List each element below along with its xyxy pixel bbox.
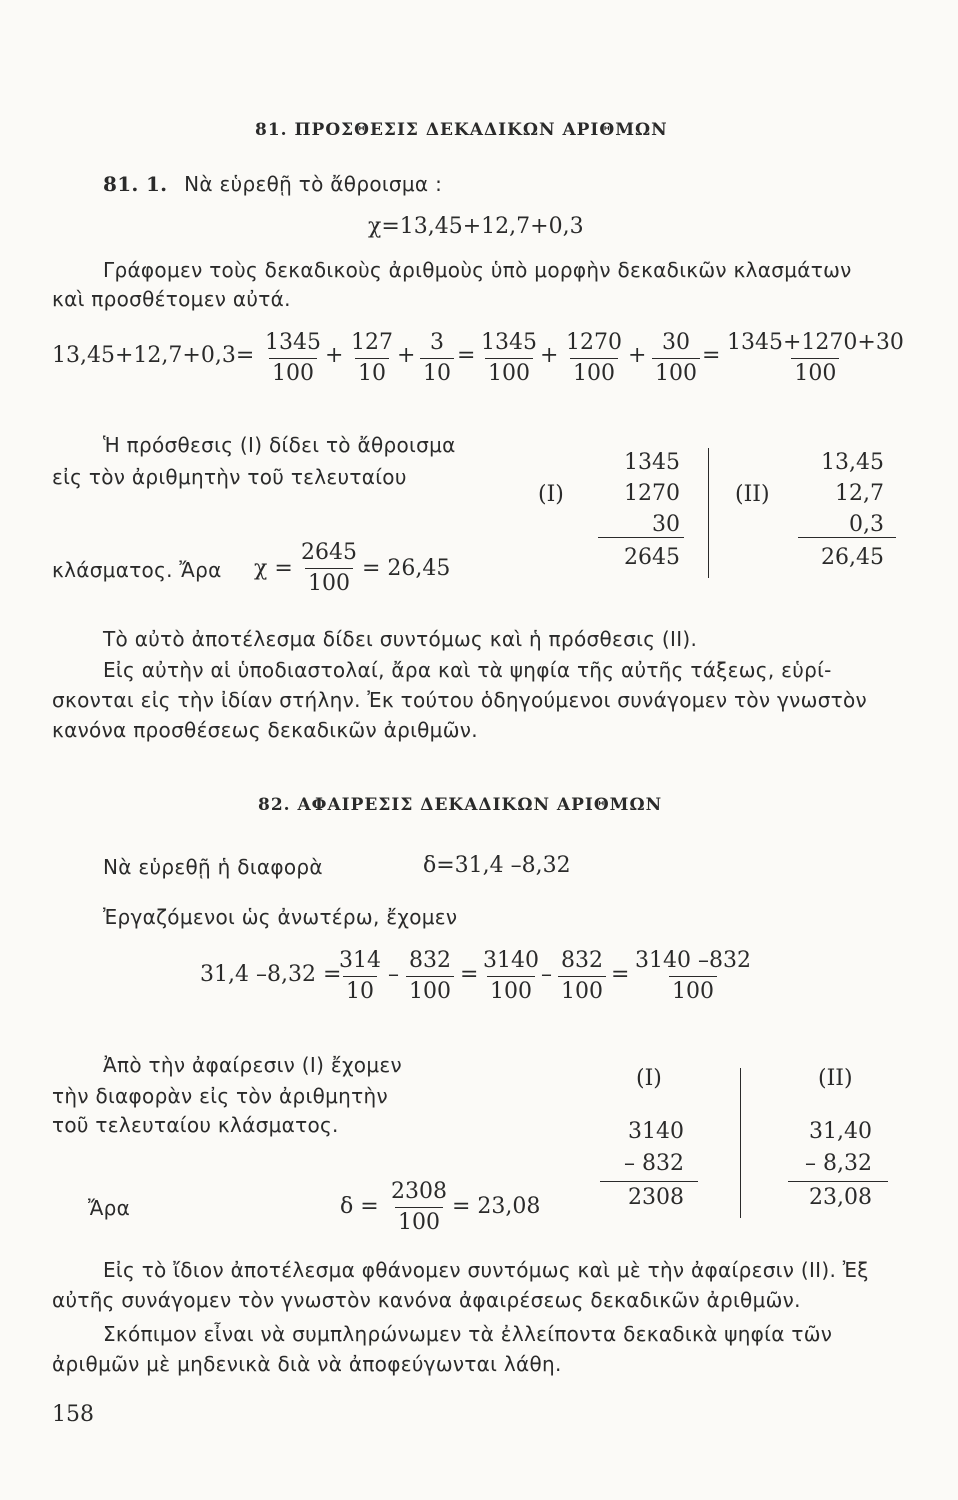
para3-82-line1: Σκόπιμον εἶναι νὰ συμπληρώνωμεν τὰ ἐλλείποντα δεκαδικὰ ψηφία τῶν xyxy=(103,1322,833,1346)
para1-line2: καὶ προσθέτομεν αὐτά. xyxy=(52,287,291,311)
difference-rule xyxy=(788,1181,888,1182)
result-rhs: = 26,45 xyxy=(362,556,451,581)
sum-equation: χ=13,45+12,7+0,3 xyxy=(368,214,584,239)
result-rhs: = 23,08 xyxy=(452,1194,541,1219)
plus-sign: + xyxy=(628,343,647,368)
equals-sign: = xyxy=(702,343,721,368)
column-label-II: (II) xyxy=(818,1066,853,1091)
explain-82-line1: Ἀπὸ τὴν ἀφαίρεσιν (I) ἔχομεν xyxy=(103,1053,402,1077)
sum-rule xyxy=(798,537,896,538)
problem-text: Νὰ εὑρεθῇ τὸ ἄθροισμα : xyxy=(184,172,443,196)
addition-column-II: 13,45 12,7 0,3 26,45 xyxy=(821,450,884,570)
minus-sign: – xyxy=(541,962,552,987)
para2-82-line2: αὐτῆς συνάγομεν τὸν γνωστὸν κανόνα ἀφαιρέσεως δεκαδικῶν ἀριθμῶν. xyxy=(52,1288,801,1312)
result-fraction: $\frac{2645}{100}$ xyxy=(298,538,360,599)
difference-rule xyxy=(600,1181,698,1182)
subtraction-column-II: 31,40 – 8,32 23,08 xyxy=(805,1119,872,1210)
para2-81-line2: Εἰς αὐτὴν αἱ ὑποδιαστολαί, ἄρα καὶ τὰ ψηφία τῆς αὐτῆς τάξεως, εὑρί- xyxy=(103,658,832,682)
plus-sign: + xyxy=(540,343,559,368)
fraction: $\frac{832}{100}$ xyxy=(406,946,454,1007)
para2-81-line3: σκονται εἰς τὴν ἰδίαν στήλην. Ἐκ τούτου ὁδηγούμενοι συνάγομεν τὸν γνωστὸν xyxy=(52,688,868,712)
fraction: $\frac{1345+1270+30}{100}$ xyxy=(724,328,907,389)
equals-sign: = xyxy=(457,343,476,368)
problem-82-text: Νὰ εὑρεθῇ ἡ διαφορὰ xyxy=(103,855,323,879)
plus-sign: + xyxy=(397,343,416,368)
result-fraction: $\frac{2308}{100}$ xyxy=(388,1177,450,1238)
result-lhs: χ = xyxy=(254,556,293,581)
fraction: $\frac{314}{10}$ xyxy=(336,946,384,1007)
plus-sign: + xyxy=(325,343,344,368)
addition-column-I: 1345 1270 30 2645 xyxy=(624,450,680,570)
result-lhs: δ = xyxy=(340,1194,379,1219)
equals-sign: = xyxy=(460,962,479,987)
explain-81-line3: κλάσματος. Ἄρα xyxy=(52,558,222,582)
minus-sign: – xyxy=(388,962,399,987)
section-82-heading: 82. ΑΦΑΙΡΕΣΙΣ ΔΕΚΑΔΙΚΩΝ ΑΡΙΘΜΩΝ xyxy=(258,795,663,815)
work-text: Ἐργαζόμενοι ὡς ἀνωτέρω, ἔχομεν xyxy=(103,905,458,929)
para3-82-line2: ἀριθμῶν μὲ μηδενικὰ διὰ νὰ ἀποφεύγωνται λάθη. xyxy=(52,1352,562,1376)
explain-82-line2: τὴν διαφορὰν εἰς τὸν ἀριθμητὴν xyxy=(52,1084,388,1108)
para1-line1: Γράφομεν τοὺς δεκαδικοὺς ἀριθμοὺς ὑπὸ μορφὴν δεκαδικῶν κλασμάτων xyxy=(103,258,852,282)
fraction: $\frac{3}{10}$ xyxy=(420,328,454,389)
para2-82-line1: Εἰς τὸ ἴδιον ἀποτέλεσμα φθάνομεν συντόμως καὶ μὲ τὴν ἀφαίρεσιν (II). Ἐξ xyxy=(103,1258,869,1282)
fraction: $\frac{127}{10}$ xyxy=(348,328,396,389)
subtraction-column-I: 3140 – 832 2308 xyxy=(624,1119,684,1210)
fraction: $\frac{30}{100}$ xyxy=(652,328,700,389)
equals-sign: = xyxy=(611,962,630,987)
section-81-heading: 81. ΠΡΟΣΘΕΣΙΣ ΔΕΚΑΔΙΚΩΝ ΑΡΙΘΜΩΝ xyxy=(255,120,668,140)
column-divider xyxy=(708,448,709,578)
para2-81-line4: κανόνα προσθέσεως δεκαδικῶν ἀριθμῶν. xyxy=(52,718,478,742)
page-number: 158 xyxy=(52,1402,94,1427)
fraction: $\frac{3140 -832}{100}$ xyxy=(632,946,754,1007)
difference-equation: δ=31,4 –8,32 xyxy=(423,853,571,878)
problem-number: 81. 1. xyxy=(103,172,168,196)
fraction: $\frac{1345}{100}$ xyxy=(262,328,324,389)
eq-lhs: 31,4 –8,32 = xyxy=(200,962,342,987)
fraction: $\frac{1345}{100}$ xyxy=(478,328,540,389)
explain-82-line3: τοῦ τελευταίου κλάσματος. xyxy=(52,1113,339,1137)
column-label-I: (I) xyxy=(538,482,564,507)
explain-81-line2: εἰς τὸν ἀριθμητὴν τοῦ τελευταίου xyxy=(52,465,407,489)
fraction: $\frac{832}{100}$ xyxy=(558,946,606,1007)
eq-lhs: 13,45+12,7+0,3= xyxy=(52,343,255,368)
explain-81-line1: Ἡ πρόσθεσις (I) δίδει τὸ ἄθροισμα xyxy=(103,433,456,457)
problem-81-1 xyxy=(103,172,442,196)
column-divider xyxy=(740,1068,741,1218)
sum-rule xyxy=(598,537,684,538)
para2-81-line1: Τὸ αὐτὸ ἀποτέλεσμα δίδει συντόμως καὶ ἡ πρόσθεσις (II). xyxy=(103,627,698,651)
result-label: Ἄρα xyxy=(88,1196,131,1220)
fraction: $\frac{3140}{100}$ xyxy=(480,946,542,1007)
column-label-I: (I) xyxy=(636,1066,662,1091)
column-label-II: (II) xyxy=(735,482,770,507)
fraction: $\frac{1270}{100}$ xyxy=(563,328,625,389)
